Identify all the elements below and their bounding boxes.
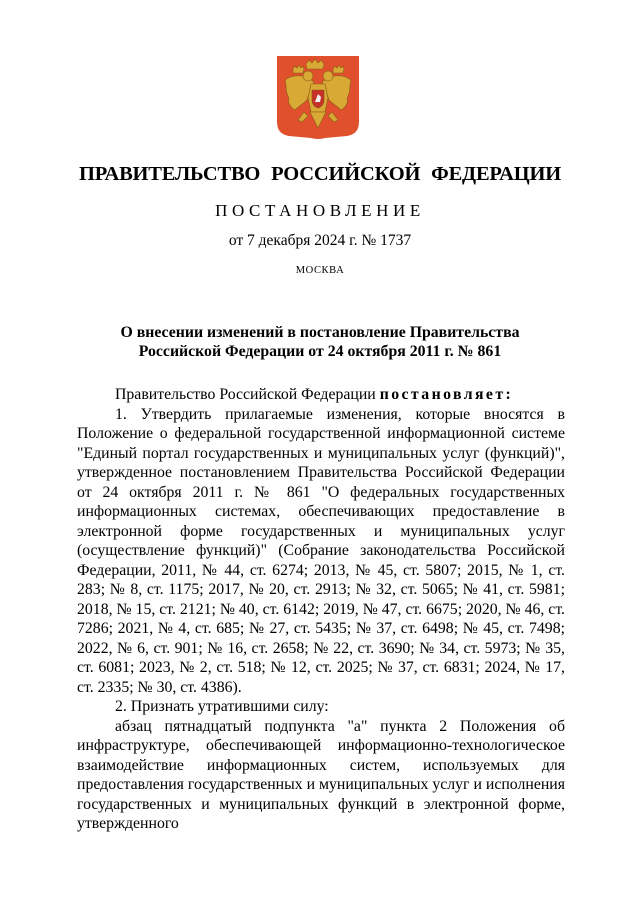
item-1: 1. Утвердить прилагаемые изменения, которые вносятся в Положение о федеральной государственной информационной системе "Единый портал государственных и муниципальных услуг (функций)", утвержденное постановлением Правительства Российской Федерации от 24 октября 2011 г. № 861 "О федеральных государственных информационных системах, обеспечивающих предоставление в электронной форме государственных и муниципальных услуг (осуществление функций)" (Собрание законодательства Российской Федерации, 2011, № 44, ст. 6274; 2013, № 45, ст. 5807; 2015, № 1, ст. 283; № 8, ст. 1175; 2017, № 20, ст. 2913; № 32, ст. 5065; № 41, ст. 5981; 2018, № 15, ст. 2121; № 40, ст. 6142; 2019, № 47, ст. 6675; 2020, № 46, ст. 7286; 2021, № 4, ст. 685; № 27, ст. 5435; № 37, ст. 6498; № 45, ст. 7498; 2022, № 6, ст. 901; № 16, ст. 2658; № 22, ст. 3690; № 34, ст. 5973; № 35, ст. 6081; 2023, № 2, ст. 518; № 12, ст. 2025; № 37, ст. 6831; 2024, № 17, ст. 2335; № 30, ст. 4386).	[77, 405, 565, 696]
subject-line-2: Российской Федерации от 24 октября 2011 г. № 861	[138, 343, 502, 360]
document-body	[77, 385, 565, 834]
subject-line-1: О внесении изменений в постановление Правительства	[120, 324, 520, 341]
document-date-number: от 7 декабря 2024 г. № 1737	[228, 232, 412, 249]
coat-of-arms-icon	[277, 56, 359, 142]
item-2-paragraph: абзац пятнадцатый подпункта "а" пункта 2 Положения об инфраструктуре, обеспечивающей информационно-технологическое взаимодействие информационных систем, используемых для предоставления государственных и муниципальных услуг и исполнения государственных и муниципальных функций в электронной форме, утвержденного	[77, 717, 565, 832]
preamble	[77, 385, 565, 405]
item-2: 2. Признать утратившими силу:	[115, 698, 329, 715]
preamble-verb: постановляет:	[379, 386, 514, 403]
preamble-text: Правительство Российской Федерации	[115, 386, 380, 403]
document-subject	[80, 323, 560, 361]
document-type: ПОСТАНОВЛЕНИЕ	[215, 201, 425, 220]
city-name: МОСКВА	[295, 265, 345, 276]
government-title: ПРАВИТЕЛЬСТВО РОССИЙСКОЙ ФЕДЕРАЦИИ	[79, 163, 561, 185]
